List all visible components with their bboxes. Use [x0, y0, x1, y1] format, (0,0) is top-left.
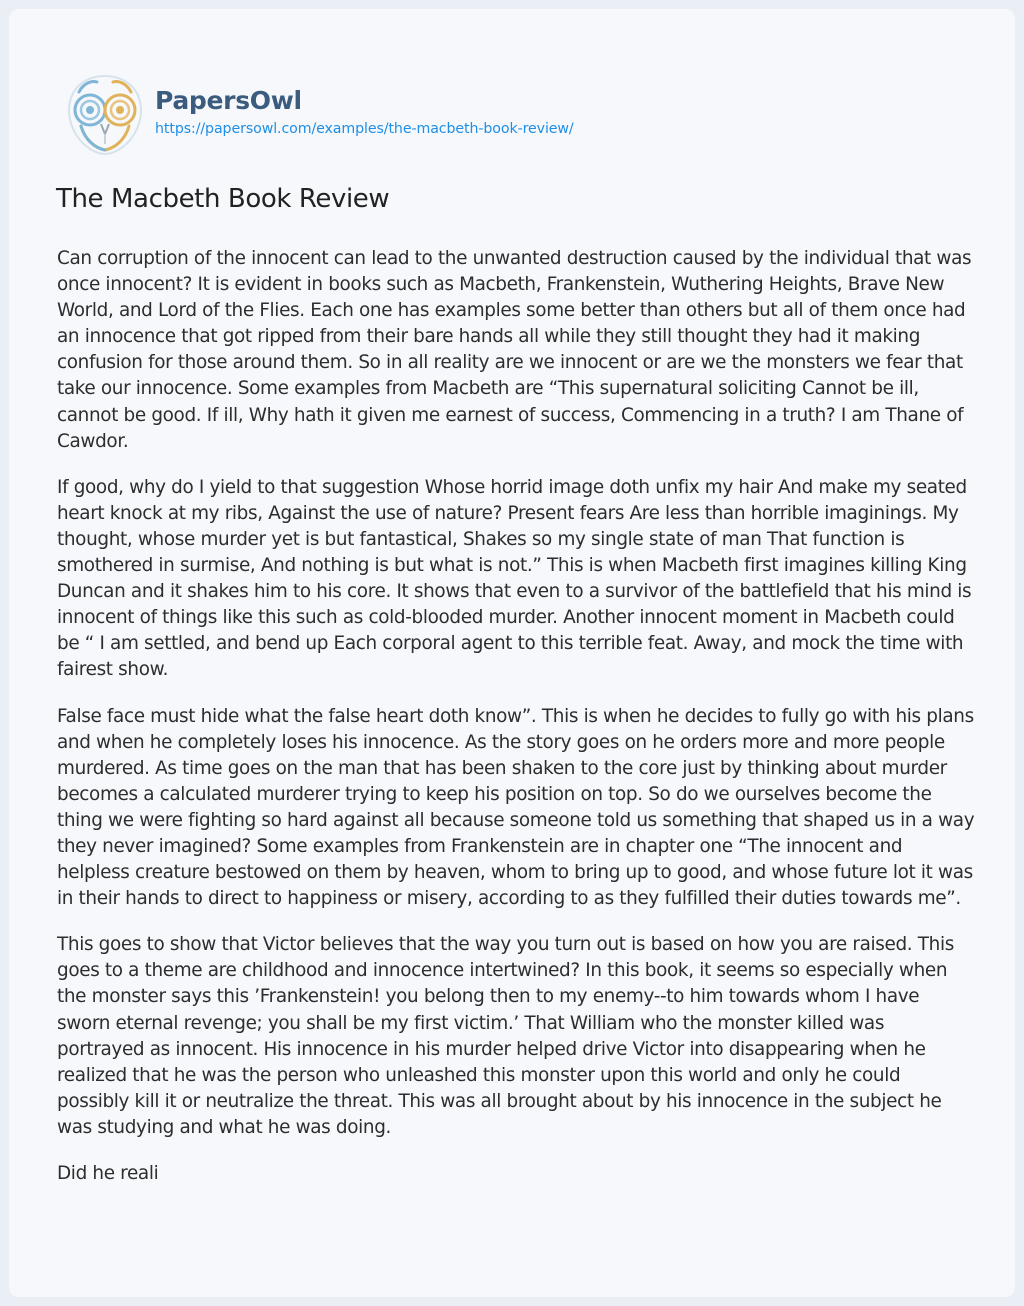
- source-url-link[interactable]: https://papersowl.com/examples/the-macbeth-book-review/: [155, 121, 574, 137]
- article-paragraph-truncated: Did he reali: [57, 1163, 159, 1184]
- article-body: [57, 246, 975, 1207]
- owl-logo-icon: [57, 64, 153, 160]
- article-title: The Macbeth Book Review: [56, 184, 390, 214]
- brand-header: [57, 64, 574, 160]
- article-paragraph: False face must hide what the false heart doth know”. This is when he decides to fully go with his plans and when he completely loses his innocence. As the story goes on he orders more and more people murdered. As time goes on the man that has been shaken to the core just by thinking about murder becomes a calculated murderer trying to keep his position on top. So do we ourselves become the thing we were fighting so hard against all because someone told us something that shaped us in a way they never imagined? Some examples from Frankenstein are in chapter one “The innocent and helpless creature bestowed on them by heaven, whom to bring up to good, and whose future lot it was in their hands to direct to happiness or misery, according to as they fulfilled their duties towards me”.: [57, 705, 975, 910]
- article-paragraph: This goes to show that Victor believes that the way you turn out is based on how you are raised. This goes to a theme are childhood and innocence intertwined? In this book, it seems so especially when the monster says this ’Frankenstein! you belong then to my enemy--to him towards whom I have sworn eternal revenge; you shall be my first victim.’ That William who the monster killed was portrayed as innocent. His innocence in his murder helped drive Victor into disappearing when he realized that he was the person who unleashed this monster upon this world and only he could possibly kill it or neutralize the threat. This was all brought about by his innocence in the subject he was studying and what he was doing.: [57, 934, 954, 1138]
- brand-text: [155, 86, 574, 138]
- article-paragraph: If good, why do I yield to that suggestion Whose horrid image doth unfix my hair And make my seated heart knock at my ribs, Against the use of nature? Present fears Are less than horrible imaginings. My thought, whose murder yet is but fantastical, Shakes so my single state of man That function is smothered in surmise, And nothing is but what is not.” This is when Macbeth first imagines killing King Duncan and it shakes him to his core. It shows that even to a survivor of the battlefield that his mind is innocent of things like this such as cold-blooded murder. Another innocent moment in Macbeth could be “ I am settled, and bend up Each corporal agent to this terrible feat. Away, and mock the time with fairest show.: [57, 476, 972, 681]
- brand-name[interactable]: PapersOwl: [155, 86, 302, 115]
- article-paragraph: Can corruption of the innocent can lead to the unwanted destruction caused by the individual that was once innocent? It is evident in books such as Macbeth, Frankenstein, Wuthering Heights, Brave New World, and Lord of the Flies. Each one has examples some better than others but all of them once had an innocence that got ripped from their bare hands all while they still thought they had it making confusion for those around them. So in all reality are we innocent or are we the monsters we fear that take our innocence. Some examples from Macbeth are “This supernatural soliciting Cannot be ill, cannot be good. If ill, Why hath it given me earnest of success, Commencing in a truth? I am Thane of Cawdor.: [57, 248, 972, 452]
- essay-card: [9, 9, 1015, 1297]
